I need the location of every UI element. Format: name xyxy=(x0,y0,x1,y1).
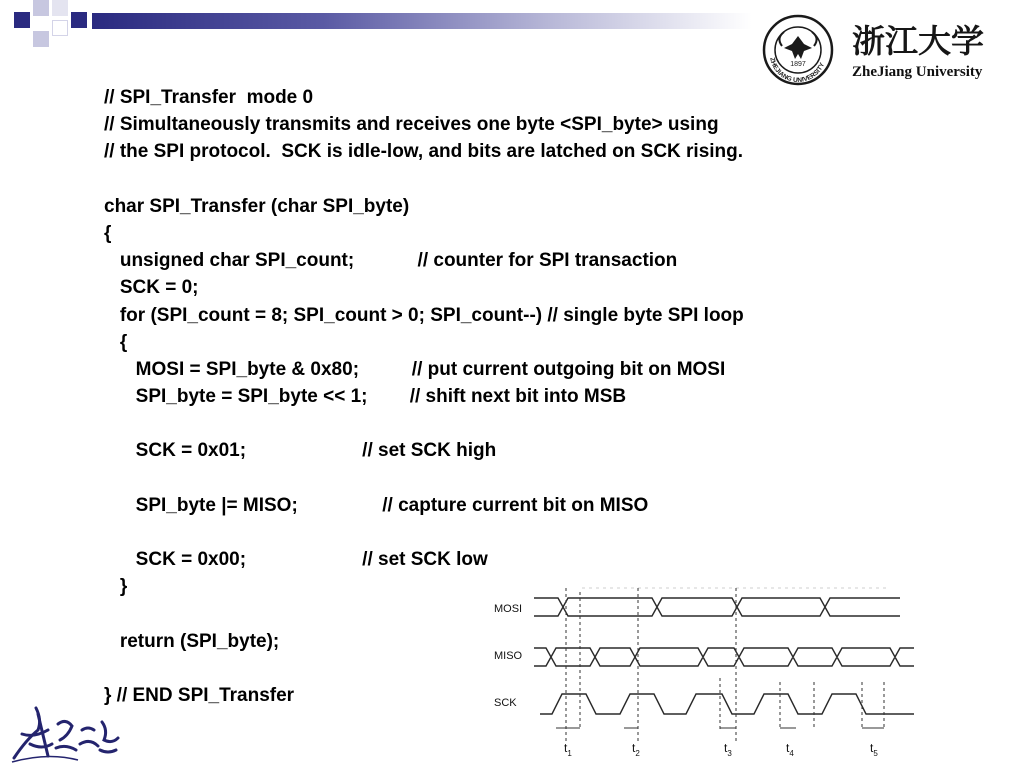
timing-label-t1: t xyxy=(564,741,568,755)
deco-square xyxy=(33,31,49,47)
code-line: for (SPI_count = 8; SPI_count > 0; SPI_count--) // single byte SPI loop xyxy=(104,304,744,326)
timing-label-t4: t xyxy=(786,741,790,755)
mosi-waveform xyxy=(534,598,900,616)
deco-square xyxy=(14,12,30,28)
svg-text:t4: $t_4$ xyxy=(786,741,794,758)
code-line: // SPI_Transfer mode 0 xyxy=(104,87,314,108)
deco-square xyxy=(33,0,49,16)
code-line: SPI_byte = SPI_byte << 1; // shift next bit into MSB xyxy=(104,386,627,408)
code-line: } xyxy=(104,576,128,598)
sck-waveform xyxy=(540,694,914,714)
code-line xyxy=(104,166,744,193)
code-line: SPI_byte |= MISO; // capture current bit on MISO xyxy=(104,494,649,516)
miso-waveform xyxy=(534,648,914,666)
calligraphy-logo-icon xyxy=(8,700,122,766)
code-line: SCK = 0x00; // set SCK low xyxy=(104,549,488,571)
svg-text:t1: $t_1$ xyxy=(564,741,572,758)
seal-year: 1897 xyxy=(790,61,806,68)
university-cn-name xyxy=(852,20,986,58)
spi-timing-diagram xyxy=(490,582,920,766)
timing-label-t3: t xyxy=(724,741,728,755)
university-cn-text: 浙江大学 xyxy=(852,22,984,58)
code-line xyxy=(104,519,744,546)
code-line: SCK = 0; xyxy=(104,277,199,299)
seal-ring-text: ZHEJIANG UNIVERSITY xyxy=(768,56,827,85)
code-line: // Simultaneously transmits and receives one byte <SPI_byte> using xyxy=(104,114,719,136)
code-line: } // END SPI_Transfer xyxy=(104,685,295,707)
code-line xyxy=(104,465,744,492)
code-line: return (SPI_byte); xyxy=(104,630,280,652)
university-seal-icon xyxy=(762,14,834,86)
svg-text:t3: $t_3$ xyxy=(724,741,732,758)
code-line: MOSI = SPI_byte & 0x80; // put current outgoing bit on MOSI xyxy=(104,358,726,380)
svg-text:t2: $t_2$ xyxy=(632,741,640,758)
svg-text:t5: $t_5$ xyxy=(870,741,878,758)
code-line: SCK = 0x01; // set SCK high xyxy=(104,440,497,462)
deco-square xyxy=(71,12,87,28)
signal-label-miso: MISO xyxy=(494,650,523,662)
code-line xyxy=(104,410,744,437)
code-line: unsigned char SPI_count; // counter for SPI transaction xyxy=(104,250,678,272)
deco-square xyxy=(52,0,68,16)
code-line: { xyxy=(104,331,128,353)
signal-label-mosi: MOSI xyxy=(494,603,523,615)
code-line: // the SPI protocol. SCK is idle-low, and bits are latched on SCK rising. xyxy=(104,141,744,163)
timing-label-t5: t xyxy=(870,741,874,755)
university-logo xyxy=(762,14,1018,86)
code-line: char SPI_Transfer (char SPI_byte) xyxy=(104,195,410,217)
code-line: { xyxy=(104,222,112,244)
deco-square xyxy=(52,20,68,36)
university-en-name: ZheJiang University xyxy=(852,64,983,80)
timing-label-t2: t xyxy=(632,741,636,755)
signal-label-sck: SCK xyxy=(494,697,517,709)
header-gradient-bar xyxy=(92,13,752,29)
